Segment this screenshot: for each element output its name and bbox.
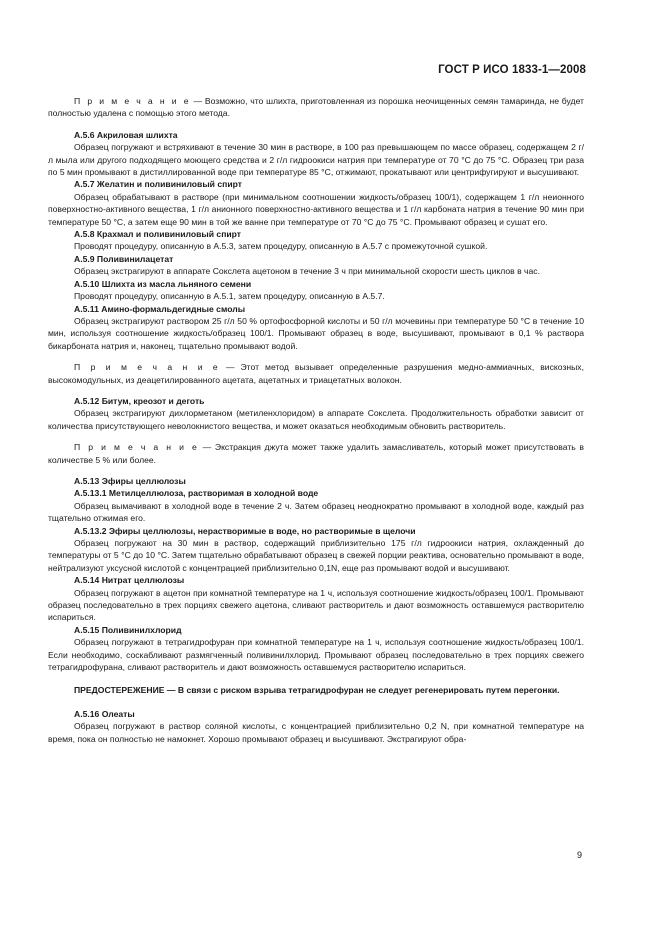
body-paragraph: Образец вымачивают в холодной воде в течение 2 ч. Затем образец неоднократно промывают в холодной воде, каждый раз тщательно отжимая его. (48, 500, 584, 524)
body-paragraph: Образец погружают и встряхивают в течение 30 мин в растворе, в 100 раз превышающем по массе образец, содержащем 2 г/л мыла или другого подходящего моющего средства и 2 г/л гидроокиси натрия при температуре от 70 °С до 75 °С. Образец три раза по 5 мин промывают в дистиллированной воде при температуре 85 °С, отжимают, прокатывают или центрифугируют и высушивают. (48, 142, 584, 178)
page-number: 9 (576, 850, 582, 860)
section-heading: А.5.15 Поливинилхлорид (74, 624, 182, 635)
document-body (48, 95, 584, 745)
note-label: П р и м е ч а н и е (74, 96, 191, 106)
section-heading: А.5.12 Битум, креозот и деготь (74, 395, 205, 406)
warning-paragraph: ПРЕДОСТЕРЕЖЕНИЕ — В связи с риском взрыва тетрагидрофуран не следует регенерировать путем перегонки. (74, 685, 560, 696)
note-label: П р и м е ч а н и е (74, 442, 199, 453)
note-text: — Возможно, что шлихта, приготовленная из порошка неочищенных семян тамаринда, не будет полностью удалена с помощью этого метода. (48, 96, 584, 119)
section-heading: А.5.16 Олеаты (74, 708, 135, 719)
body-paragraph: Образец погружают в тетрагидрофуран при комнатной температуре на 1 ч, используя соотношение жидкость/образец 100/1. Если необходимо, соскабливают размягченный поливинилхлорид. Промывают образец последовательно в трех порциях свежего тетрагидрофурана, сливают растворитель и дают возможность оставшемуся растворителю испариться. (48, 637, 584, 673)
body-paragraph: Образец экстрагируют раствором 25 г/л 50 % ортофосфорной кислоты и 50 г/л мочевины при температуре 50 °С в течение 10 мин, используя соотношение жидкость/образец 100/1. Промывают образец в воде, высушивают, промывают в 0,1 % раствора бикарбоната натрия и, наконец, тщательно промывают водой. (48, 315, 584, 351)
body-paragraph: Образец обрабатывают в растворе (при минимальном соотношении жидкость/образец 100/1), содержащем 1 г/л неионного поверхностно-активного вещества, 1 г/л анионного поверхностно-активного вещества и 1 г/л карбоната натрия в течение 90 мин при температуре 50 °С, а затем еще 90 мин в той же ванне при температуре от 70 °С до 75 °С. Промывают образец и сушат его. (48, 191, 584, 227)
note-text: — Этот метод вызывает определенные разрушения медно-аммиачных, вискозных, высокомодульных, из деацетилированного ацетата, ацетатных и триацетатных волокон. (48, 362, 584, 385)
section-heading: А.5.10 Шлихта из масла льняного семени (74, 278, 252, 289)
note-paragraph (48, 95, 584, 120)
body-paragraph: Образец погружают в раствор соляной кислоты, с концентрацией приблизительно 0,2 N, при комнатной температуре на время, пока он полностью не намокнет. Хорошо промывают образец и высушивают. Экстрагируют обра- (48, 721, 584, 744)
document-header: ГОСТ Р ИСО 1833-1—2008 (438, 64, 586, 76)
body-paragraph: Проводят процедуру, описанную в А.5.3, затем процедуру, описанную в А.5.7 с промежуточной сушкой. (74, 241, 488, 252)
body-paragraph: Проводят процедуру, описанную в А.5.1, затем процедуру, описанную в А.5.7. (74, 291, 385, 302)
note-paragraph (48, 361, 584, 386)
section-heading: А.5.13 Эфиры целлюлозы (74, 475, 186, 486)
note-text: — Экстракция джута может также удалить замасливатель, который может присутствовать в количестве 5 % или более. (48, 442, 584, 465)
section-heading: А.5.11 Амино-формальдегидные смолы (74, 303, 246, 314)
section-heading: А.5.13.2 Эфиры целлюлозы, нерастворимые в воде, но растворимые в щелочи (74, 525, 416, 536)
body-paragraph: Образец экстрагируют дихлорметаном (метиленхлоридом) в аппарате Сокслета. Продолжительность обработки зависит от количества присутствующего неволокнистого вещества, и может оказаться необходимым обновить растворитель. (48, 408, 584, 431)
section-heading: А.5.13.1 Метилцеллюлоза, растворимая в холодной воде (74, 488, 319, 499)
section-heading: А.5.6 Акриловая шлихта (74, 129, 178, 140)
section-heading: А.5.14 Нитрат целлюлозы (74, 575, 185, 586)
body-paragraph: Образец экстрагируют в аппарате Сокслета ацетоном в течение 3 ч при минимальной скорости шесть циклов в час. (74, 266, 540, 277)
section-heading: А.5.9 Поливинилацетат (74, 253, 174, 264)
section-heading: А.5.7 Желатин и поливиниловый спирт (74, 179, 242, 190)
body-paragraph: Образец погружают на 30 мин в раствор, содержащий приблизительно 175 г/л гидроокиси натрия, охлажденный до температуры от 5 °С до 10 °С. Затем тщательно обрабатывают образец в свежей порции реактива, основательно промывают в воде, нейтрализуют уксусной кислотой с концентрацией приблизительно 0,1N, еще раз промывают водой и высушивают. (48, 538, 584, 573)
note-paragraph (48, 441, 584, 466)
note-label: П р и м е ч а н и е (74, 362, 220, 373)
body-paragraph: Образец погружают в ацетон при комнатной температуре на 1 ч, используя соотношение жидкость/образец 100/1. Промывают образец последовательно в трех порциях свежего ацетона, сливают растворитель и дают возможность оставшемуся растворителю испариться. (48, 587, 584, 623)
section-heading: А.5.8 Крахмал и поливиниловый спирт (74, 229, 242, 240)
